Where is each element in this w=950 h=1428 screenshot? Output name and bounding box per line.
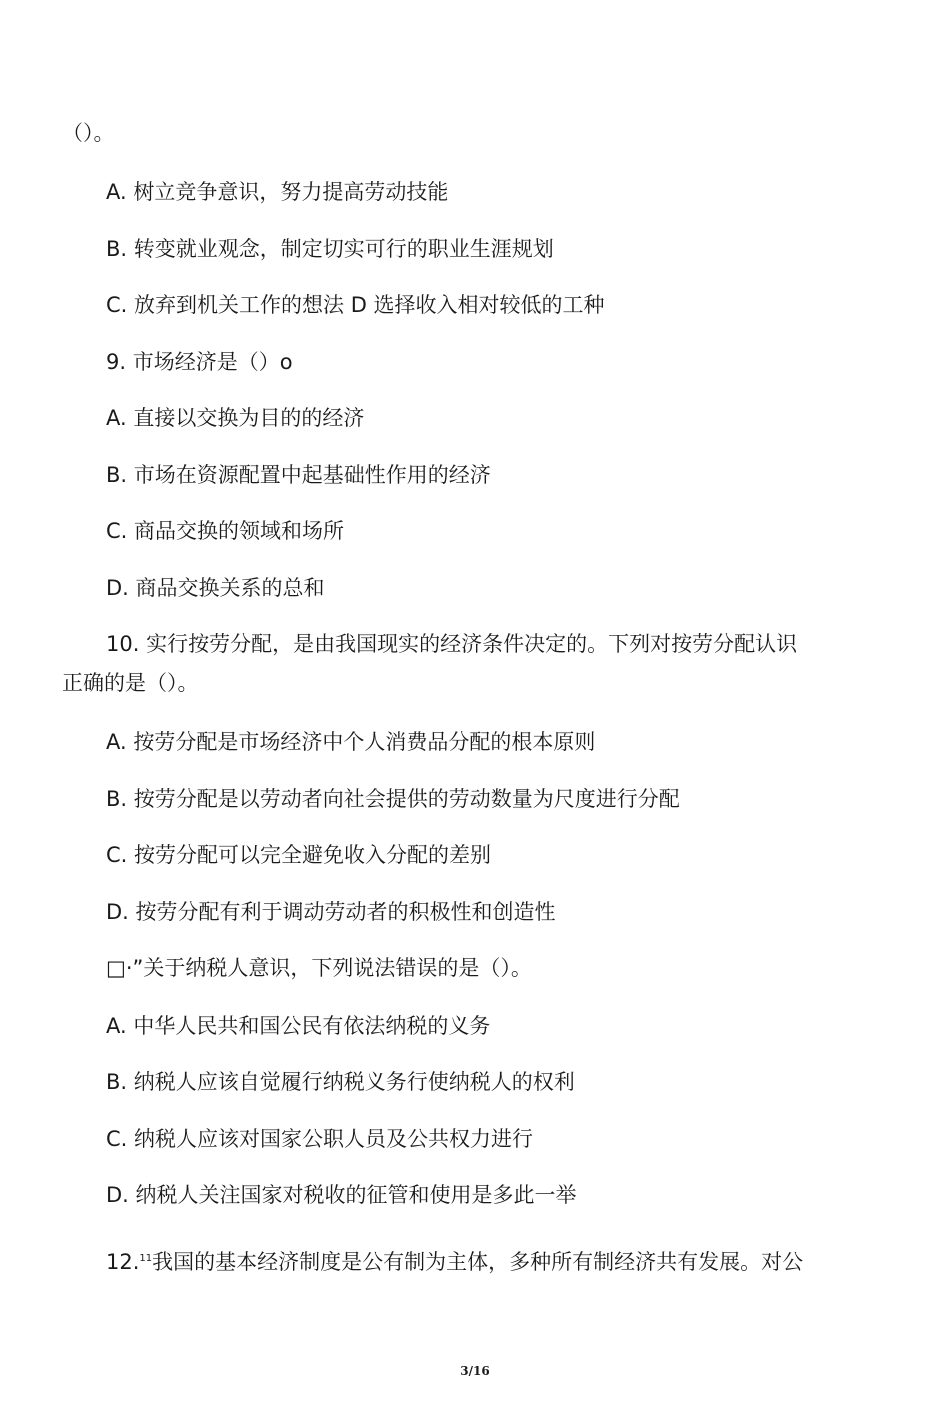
q12-text: 我国的基本经济制度是公有制为主体，多种所有制经济共有发展。对公 (152, 1250, 804, 1274)
q12-footnote-marker: 11 (139, 1253, 153, 1264)
q11-option-a: A. 中华人民共和国公民有依法纳税的义务 (106, 1014, 491, 1038)
q11-option-c: C. 纳税人应该对国家公职人员及公共权力进行 (106, 1127, 534, 1151)
q12-stem (106, 1248, 803, 1276)
q10-stem-line1: 10. 实行按劳分配，是由我国现实的经济条件决定的。下列对按劳分配认识 (106, 632, 798, 656)
q10-stem-line2: 正确的是（）。 (62, 671, 199, 695)
q11-stem: □·”关于纳税人意识，下列说法错误的是（）。 (106, 956, 532, 980)
q9-option-a: A. 直接以交换为目的的经济 (106, 406, 365, 430)
q9-option-d: D. 商品交换关系的总和 (106, 576, 325, 600)
q11-option-d: D. 纳税人关注国家对税收的征管和使用是多此一举 (106, 1183, 577, 1207)
q12-number: 12. (106, 1250, 140, 1274)
q10-option-b: B. 按劳分配是以劳动者向社会提供的劳动数量为尺度进行分配 (106, 787, 680, 811)
q10-option-d: D. 按劳分配有利于调动劳动者的积极性和创造性 (106, 900, 556, 924)
q8-option-c-d: C. 放弃到机关工作的想法 D 选择收入相对较低的工种 (106, 293, 605, 317)
page-number: 3/16 (460, 1364, 490, 1378)
q9-option-c: C. 商品交换的领域和场所 (106, 519, 345, 543)
q9-option-b: B. 市场在资源配置中起基础性作用的经济 (106, 463, 491, 487)
q10-option-a: A. 按劳分配是市场经济中个人消费品分配的根本原则 (106, 730, 596, 754)
q8-option-b: B. 转变就业观念，制定切实可行的职业生涯规划 (106, 237, 554, 261)
q9-stem: 9. 市场经济是（）o (106, 350, 293, 374)
q10-option-c: C. 按劳分配可以完全避免收入分配的差别 (106, 843, 492, 867)
q8-option-a: A. 树立竞争意识，努力提高劳动技能 (106, 180, 449, 204)
q8-stem-end: （）。 (62, 121, 115, 145)
q11-option-b: B. 纳税人应该自觉履行纳税义务行使纳税人的权利 (106, 1070, 575, 1094)
